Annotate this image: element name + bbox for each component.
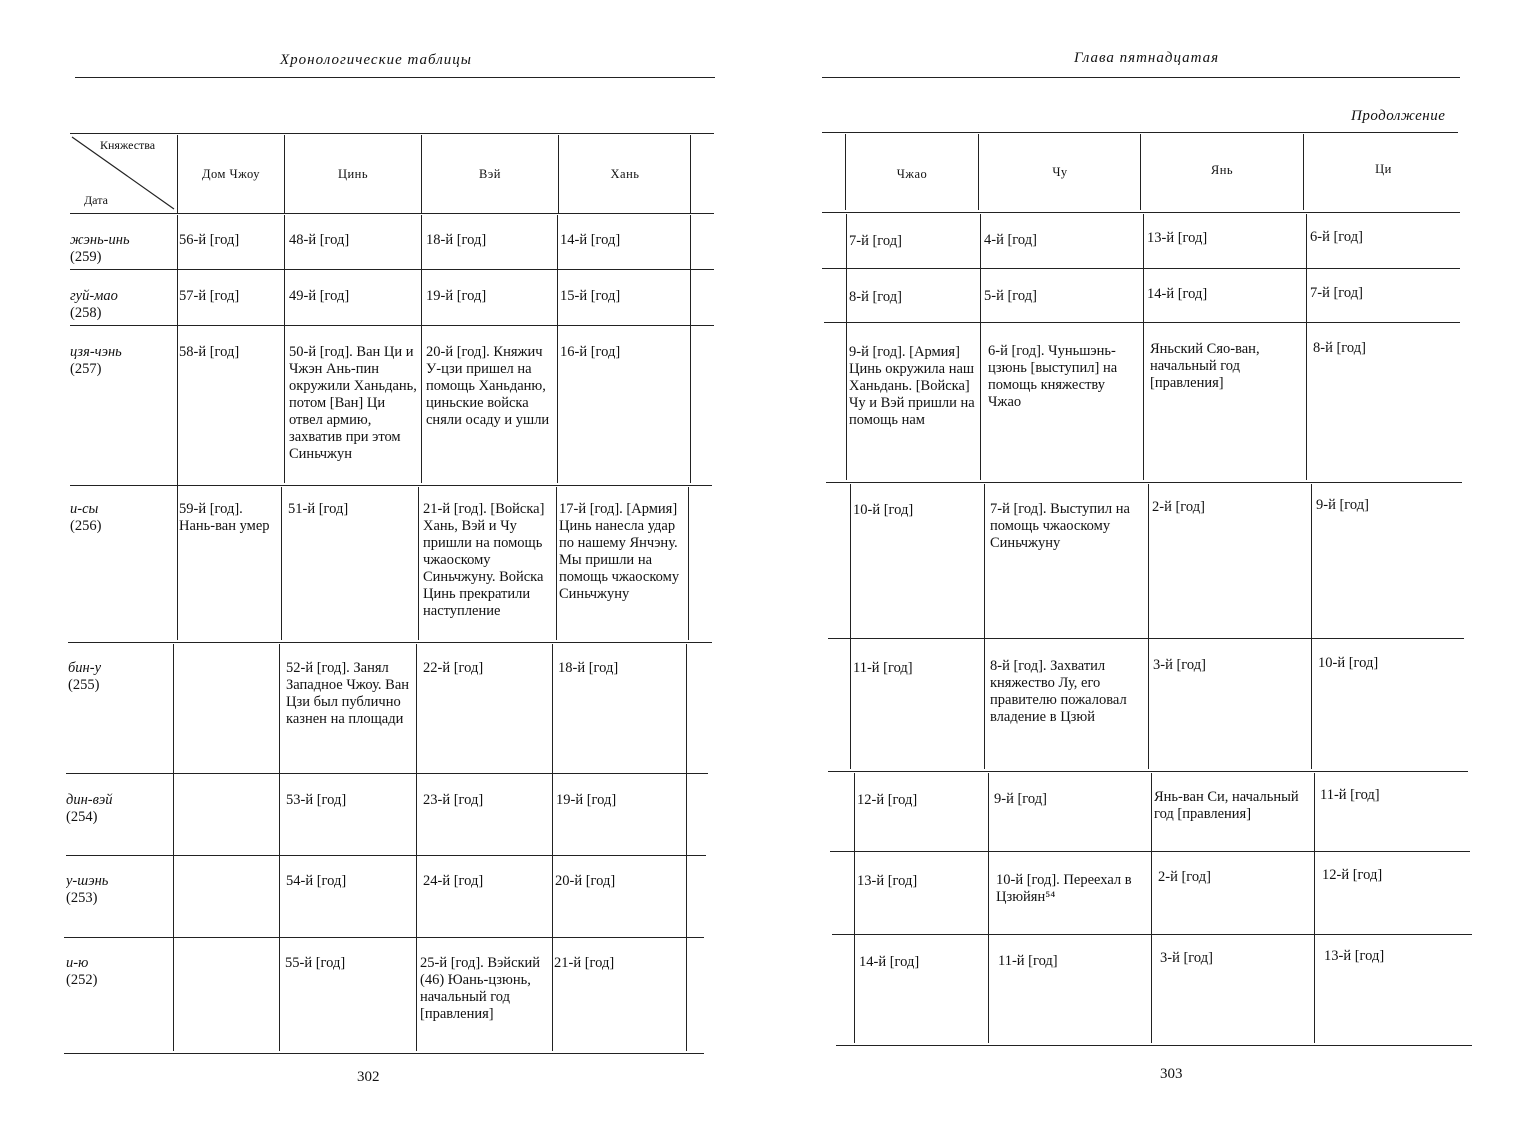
- date-cyclic: и-ю: [66, 955, 89, 971]
- table-cell: 49-й [год]: [289, 288, 350, 304]
- column-header: Дом Чжоу: [201, 167, 261, 181]
- col-rule: [1148, 484, 1149, 769]
- table-cell: 13-й [год]: [1324, 948, 1385, 964]
- col-rule: [284, 135, 285, 213]
- column-header: Ци: [1375, 162, 1392, 176]
- continuation-label: Продолжение: [1351, 108, 1446, 124]
- table-cell: 15-й [год]: [560, 288, 621, 304]
- table-cell: 9-й [год]. [Армия] Цинь окружила наш Ханьдань. [Войска] Чу и Вэй пришли на помощь нам: [849, 344, 975, 428]
- date-year: (255): [68, 677, 100, 693]
- col-rule: [980, 214, 981, 480]
- table-cell: 53-й [год]: [286, 792, 347, 808]
- table-cell: 12-й [год]: [1322, 867, 1383, 883]
- row-rule: [66, 855, 706, 856]
- table-cell: 20-й [год]. Княжич У-цзи пришел на помощь Ханьданю, циньские войска сняли осаду и ушли: [426, 344, 550, 428]
- table-cell: 14-й [год]: [560, 232, 621, 248]
- date-cell: [66, 873, 170, 907]
- table-cell: 20-й [год]: [555, 873, 616, 889]
- col-rule: [558, 135, 559, 213]
- date-cell: [70, 344, 174, 378]
- table-cell: 4-й [год]: [984, 232, 1037, 248]
- column-header: Вэй: [479, 167, 501, 181]
- table-cell: 23-й [год]: [423, 792, 484, 808]
- col-rule: [177, 215, 178, 640]
- row-rule: [832, 934, 1472, 935]
- table-cell: 18-й [год]: [558, 660, 619, 676]
- date-cell: [66, 792, 170, 826]
- table-cell: 14-й [год]: [1147, 286, 1208, 302]
- table-cell: 2-й [год]: [1152, 499, 1205, 515]
- table-cell: 9-й [год]: [1316, 497, 1369, 513]
- col-rule: [1311, 484, 1312, 769]
- table-cell: 9-й [год]: [994, 791, 1047, 807]
- col-rule: [1143, 214, 1144, 480]
- date-year: (258): [70, 305, 102, 321]
- table-cell: 21-й [год]: [554, 955, 615, 971]
- table-cell: 13-й [год]: [1147, 230, 1208, 246]
- col-rule: [978, 134, 979, 210]
- chronology-table-continued: [762, 0, 1524, 1140]
- col-rule: [850, 484, 851, 769]
- table-bottom-rule: [836, 1045, 1472, 1046]
- table-cell: 56-й [год]: [179, 232, 240, 248]
- row-rule: [70, 485, 712, 486]
- col-rule: [556, 487, 557, 640]
- running-header: Хронологические таблицы: [280, 52, 472, 68]
- table-cell: Яньский Сяо-ван, начальный год [правления]: [1150, 341, 1260, 391]
- table-cell: 51-й [год]: [288, 501, 349, 517]
- row-rule: [70, 213, 714, 214]
- table-cell: 12-й [год]: [857, 792, 918, 808]
- date-year: (256): [70, 518, 102, 534]
- col-rule: [1303, 134, 1304, 210]
- row-rule: [822, 212, 1460, 213]
- col-rule: [173, 644, 174, 1051]
- corner-label-top: Княжества: [100, 138, 156, 152]
- table-cell: 2-й [год]: [1158, 869, 1211, 885]
- table-cell: 6-й [год]. Чуньшэнь-цзюнь [выступил] на помощь княжеству Чжао: [988, 343, 1118, 410]
- column-header: Хань: [610, 167, 640, 181]
- date-cell: [70, 232, 174, 266]
- col-rule: [988, 773, 989, 1043]
- date-cell: [70, 288, 174, 322]
- table-cell: 54-й [год]: [286, 873, 347, 889]
- table-cell: 18-й [год]: [426, 232, 487, 248]
- table-cell: 52-й [год]. Занял Западное Чжоу. Ван Цзи был публично казнен на площади: [286, 660, 410, 727]
- table-cell: 22-й [год]: [423, 660, 484, 676]
- col-rule: [690, 215, 691, 483]
- col-rule: [845, 134, 846, 210]
- date-year: (252): [66, 972, 98, 988]
- table-cell: 10-й [год]: [853, 502, 914, 518]
- row-rule: [70, 325, 714, 326]
- col-rule: [1314, 773, 1315, 1043]
- table-cell: 57-й [год]: [179, 288, 240, 304]
- row-rule: [70, 269, 714, 270]
- table-cell: 58-й [год]: [179, 344, 240, 360]
- table-cell: 48-й [год]: [289, 232, 350, 248]
- col-rule: [284, 215, 285, 483]
- table-cell: 19-й [год]: [556, 792, 617, 808]
- table-cell: Янь-ван Си, начальный год [правления]: [1154, 789, 1299, 822]
- table-cell: 17-й [год]. [Армия] Цинь нанесла удар по нашему Янчэну. Мы пришли на помощь чжаоскому Синьчжуну: [559, 501, 680, 602]
- table-bottom-rule: [64, 1053, 704, 1054]
- page-number: 303: [1160, 1066, 1183, 1082]
- col-rule: [418, 487, 419, 640]
- table-cell: 50-й [год]. Ван Ци и Чжэн Ань-пин окружили Ханьдань, потом [Ван] Ци отвел армию, захватив при этом Синьчжун: [289, 344, 417, 462]
- table-cell: 8-й [год]. Захватил княжество Лу, его правителю пожаловал владение в Цзюй: [990, 658, 1127, 725]
- table-cell: 8-й [год]: [1313, 340, 1366, 356]
- row-rule: [64, 937, 704, 938]
- table-cell: 11-й [год]: [853, 660, 913, 676]
- column-header: Янь: [1210, 163, 1234, 177]
- table-cell: 11-й [год]: [1320, 787, 1380, 803]
- row-rule: [68, 642, 712, 643]
- col-rule: [279, 644, 280, 1051]
- col-rule: [421, 215, 422, 483]
- row-rule: [66, 773, 708, 774]
- col-rule: [416, 644, 417, 1051]
- date-cyclic: у-шэнь: [66, 873, 109, 889]
- right-page: [762, 0, 1524, 1140]
- table-cell: 3-й [год]: [1160, 950, 1213, 966]
- row-rule: [828, 638, 1464, 639]
- date-cyclic: цзя-чэнь: [70, 344, 122, 360]
- table-cell: 25-й [год]. Вэйский (46) Юань-цзюнь, начальный год [правления]: [420, 955, 541, 1022]
- date-year: (257): [70, 361, 102, 377]
- column-header: Чу: [1052, 165, 1068, 179]
- table-cell: 21-й [год]. [Войска] Хань, Вэй и Чу пришли на помощь чжаоскому Синьчжуну. Войска Цинь прекратили наступление: [423, 501, 545, 619]
- col-rule: [1151, 773, 1152, 1043]
- col-rule: [421, 135, 422, 213]
- table-cell: 10-й [год]. Переехал в Цзюйян⁵⁴: [996, 872, 1132, 905]
- table-cell: 5-й [год]: [984, 288, 1037, 304]
- row-rule: [824, 322, 1460, 323]
- table-cell: 3-й [год]: [1153, 657, 1206, 673]
- corner-label-bottom: Дата: [84, 193, 108, 207]
- row-rule: [822, 268, 1460, 269]
- col-rule: [984, 484, 985, 769]
- table-cell: 16-й [год]: [560, 344, 621, 360]
- table-cell: 7-й [год]. Выступил на помощь чжаоскому Синьчжуну: [990, 501, 1130, 551]
- table-cell: 10-й [год]: [1318, 655, 1379, 671]
- date-cyclic: бин-у: [68, 660, 102, 676]
- table-cell: 59-й [год]. Нань-ван умер: [179, 501, 270, 534]
- col-rule: [281, 487, 282, 640]
- col-rule: [686, 644, 687, 1051]
- column-header: Чжао: [896, 167, 928, 181]
- date-cell: [66, 955, 170, 989]
- date-year: (254): [66, 809, 98, 825]
- table-cell: 24-й [год]: [423, 873, 484, 889]
- date-cyclic: и-сы: [70, 501, 99, 517]
- date-cell: [68, 660, 172, 694]
- table-cell: 13-й [год]: [857, 873, 918, 889]
- col-rule: [1306, 214, 1307, 480]
- table-cell: 19-й [год]: [426, 288, 487, 304]
- date-cyclic: дин-вэй: [66, 792, 113, 808]
- table-cell: 7-й [год]: [849, 233, 902, 249]
- date-cyclic: жэнь-инь: [70, 232, 130, 248]
- row-rule: [828, 771, 1468, 772]
- date-cell: [70, 501, 174, 535]
- date-cyclic: гуй-мао: [70, 288, 118, 304]
- column-header: Цинь: [337, 167, 369, 181]
- table-cell: 6-й [год]: [1310, 229, 1363, 245]
- col-rule: [1140, 134, 1141, 210]
- col-rule: [854, 773, 855, 1043]
- table-cell: 11-й [год]: [998, 953, 1058, 969]
- table-cell: 8-й [год]: [849, 289, 902, 305]
- row-rule: [830, 851, 1470, 852]
- col-rule: [557, 215, 558, 483]
- table-cell: 55-й [год]: [285, 955, 346, 971]
- table-cell: 14-й [год]: [859, 954, 920, 970]
- col-rule: [690, 135, 691, 213]
- running-header: Глава пятнадцатая: [1074, 50, 1220, 66]
- col-rule: [688, 487, 689, 640]
- table-top-rule: [70, 133, 714, 134]
- date-year: (259): [70, 249, 102, 265]
- table-top-rule: [822, 132, 1458, 133]
- col-rule: [552, 644, 553, 1051]
- col-rule: [846, 214, 847, 480]
- date-year: (253): [66, 890, 98, 906]
- table-cell: 7-й [год]: [1310, 285, 1363, 301]
- page-number: 302: [357, 1069, 380, 1085]
- row-rule: [826, 482, 1462, 483]
